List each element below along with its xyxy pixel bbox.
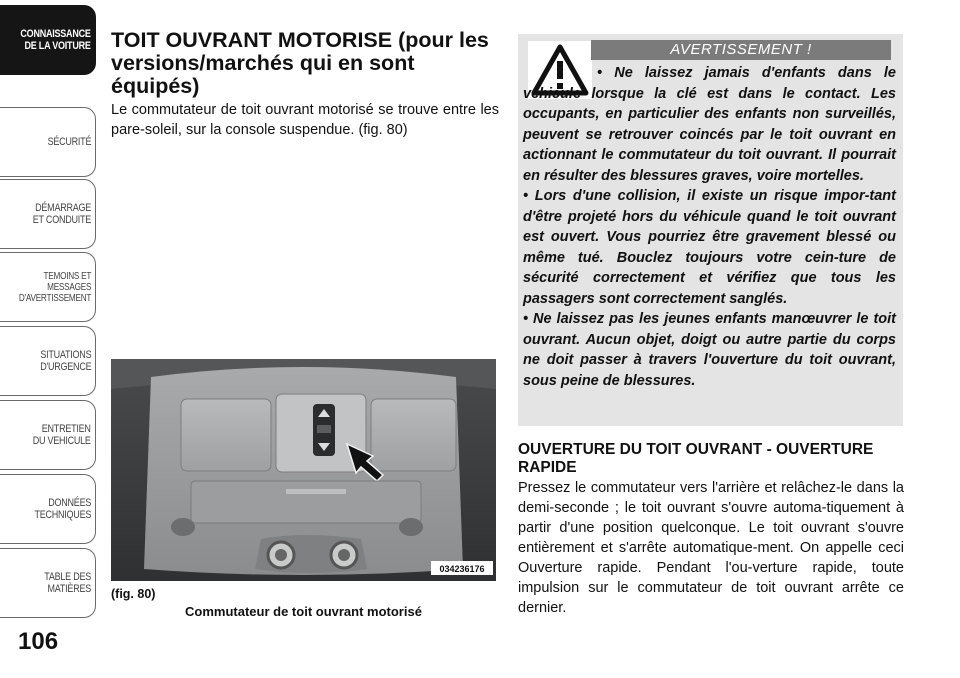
warning-paragraph: • Ne laissez jamais d'enfants dans le véhicule lorsque la clé est dans le contact. Les occupants, en particulier des enfants non surveillés, peuvent se retrouver coincés par le toit ouvrant en actionnant le commutateur du toit ouvrant. Il pourrait en résulter des blessures graves, voire mortelles.	[523, 65, 896, 184]
warning-header: AVERTISSEMENT !	[591, 40, 891, 60]
intro-paragraph: Le commutateur de toit ouvrant motorisé se trouve entre les pare-soleil, sur la console suspendue. (fig. 80)	[111, 102, 499, 138]
figure-number: (fig. 80)	[111, 587, 156, 601]
section-body: Pressez le commutateur vers l'arrière et relâchez-le dans la demi-seconde ; le toit ouvrant s'ouvre automa-tiquement à partir d'une position quelconque. Le toit ouvrant s'ouvre entièrement et s'arrête automatique-ment. On appelle ceci Ouverture rapide. Pendant l'ou-verture rapide, toute impulsion sur le commutateur de toit ouvrant arrête ce dernier.	[518, 480, 904, 616]
figure-overhead-console	[111, 359, 496, 581]
overhead-console-illustration	[111, 359, 496, 581]
warning-text	[523, 63, 896, 391]
figure-caption: Commutateur de toit ouvrant motorisé	[185, 604, 422, 619]
tab-table-des-matieres[interactable]	[0, 548, 96, 618]
tab-donnees[interactable]	[0, 474, 96, 544]
page-number: 106	[18, 628, 59, 655]
tab-label: ENTRETIEN DU VEHICULE	[33, 423, 91, 447]
tab-securite[interactable]	[0, 107, 96, 177]
tab-label: TABLE DES MATIÈRES	[44, 571, 91, 595]
warning-box	[518, 34, 903, 426]
tab-label: DÉMARRAGE ET CONDUITE	[32, 202, 91, 226]
tab-temoins[interactable]	[0, 252, 96, 322]
tab-label: TEMOINS ET MESSAGES D'AVERTISSEMENT	[18, 270, 91, 304]
tab-entretien[interactable]	[0, 400, 96, 470]
tab-demarrage[interactable]	[0, 179, 96, 249]
tab-connaissance[interactable]	[0, 5, 96, 75]
warning-paragraph: • Ne laissez pas les jeunes enfants manœuvrer le toit ouvrant. Aucun objet, doigt ou autre partie du corps ne doit passer à travers l'ouverture du toit ouvrant, sous peine de blessures.	[523, 311, 896, 389]
tab-label: SÉCURITÉ	[47, 136, 91, 148]
warning-paragraph: • Lors d'une collision, il existe un risque impor-tant d'être projeté hors du véhicule quand le toit ouvrant est ouvert. Vous pourriez être gravement blessé ou même tué. Bouclez toujours votre cein-ture de sécurité correctement et vérifiez que tous les passagers sont correctement sanglés.	[523, 188, 896, 307]
tab-label: DONNÉES TECHNIQUES	[34, 497, 91, 521]
section-title: OUVERTURE DU TOIT OUVRANT - OUVERTURE RAPIDE	[518, 441, 874, 476]
tab-situations[interactable]	[0, 326, 96, 396]
figure-code: 034236176	[439, 564, 485, 574]
page-title: TOIT OUVRANT MOTORISE (pour les versions/marchés qui en sont équipés)	[111, 28, 489, 98]
tab-label: SITUATIONS D'URGENCE	[39, 349, 91, 373]
tab-label: CONNAISSANCE DE LA VOITURE	[20, 28, 91, 52]
chapter-tabs	[0, 0, 100, 678]
